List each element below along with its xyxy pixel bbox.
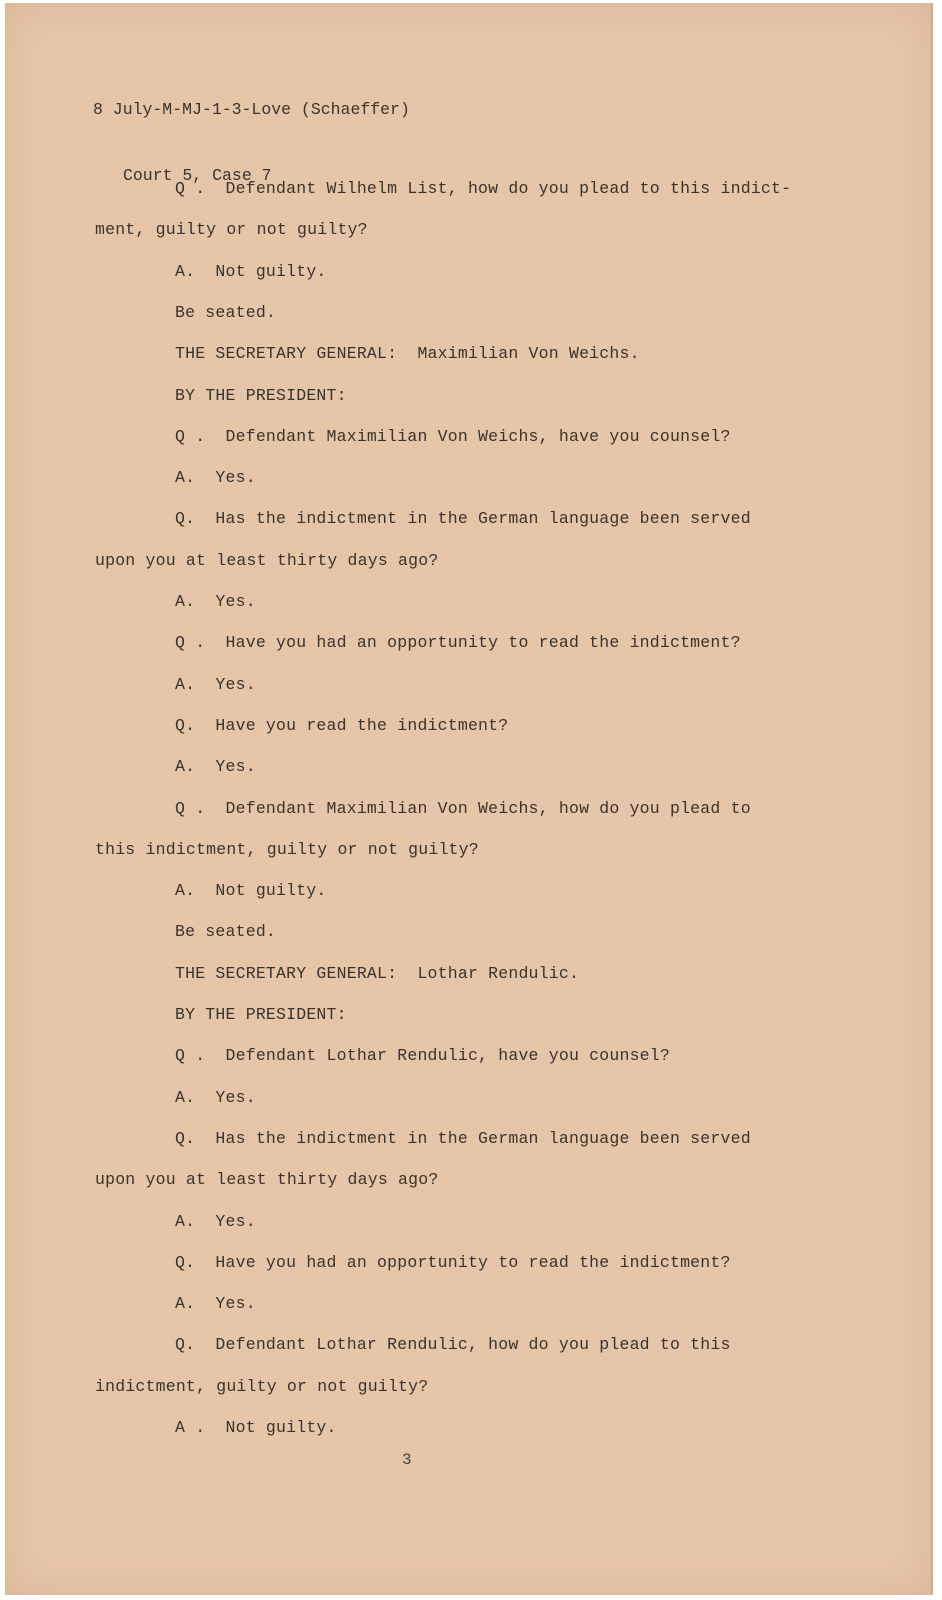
transcript-line: Q. Has the indictment in the German language been served xyxy=(175,509,751,529)
transcript-continuation-line: upon you at least thirty days ago? xyxy=(95,1170,439,1190)
transcript-continuation-line: this indictment, guilty or not guilty? xyxy=(95,839,479,859)
transcript-line: Q . Defendant Maximilian Von Weichs, have you counsel? xyxy=(175,426,731,446)
transcript-line: A. Yes. xyxy=(175,674,256,694)
transcript-line: Be seated. xyxy=(175,922,277,942)
transcript-line: THE SECRETARY GENERAL: Maximilian Von Weichs. xyxy=(175,344,640,364)
transcript-line: Q . Have you had an opportunity to read the indictment? xyxy=(175,633,741,653)
transcript-line: Q . Defendant Wilhelm List, how do you plead to this indict- xyxy=(175,179,792,198)
page-number: 3 xyxy=(402,1451,412,1469)
transcript-line: BY THE PRESIDENT: xyxy=(175,1005,347,1024)
transcript-line: Q. Have you read the indictment? xyxy=(175,715,509,735)
transcript-line: A. Yes. xyxy=(175,1087,256,1107)
transcript-continuation-line: upon you at least thirty days ago? xyxy=(95,550,439,570)
transcript-line: THE SECRETARY GENERAL: Lothar Rendulic. xyxy=(175,963,580,983)
transcript-line: A. Not guilty. xyxy=(175,261,327,281)
transcript-line: A. Yes. xyxy=(175,468,256,488)
header-line-1: 8 July-M-MJ-1-3-Love (Schaeffer) xyxy=(93,100,410,119)
transcript-line: A. Yes. xyxy=(175,757,256,777)
header-line-2: Court 5, Case 7 xyxy=(123,166,272,185)
transcript-line: A. Yes. xyxy=(175,1211,256,1231)
document-header xyxy=(93,55,410,231)
transcript-line: Q . Defendant Maximilian Von Weichs, how do you plead to xyxy=(175,798,751,818)
transcript-continuation-line: indictment, guilty or not guilty? xyxy=(95,1376,429,1396)
transcript-line: Q. Have you had an opportunity to read the indictment? xyxy=(175,1252,731,1272)
transcript-line: Q . Defendant Lothar Rendulic, have you counsel? xyxy=(175,1046,670,1066)
transcript-line: Q. Has the indictment in the German language been served xyxy=(175,1128,751,1148)
transcript-line: A. Not guilty. xyxy=(175,881,327,901)
transcript-line: A . Not guilty. xyxy=(175,1418,337,1437)
transcript-line: A. Yes. xyxy=(175,592,256,611)
transcript-line: Q. Defendant Lothar Rendulic, how do you plead to this xyxy=(175,1335,731,1355)
transcript-line: A. Yes. xyxy=(175,1294,256,1314)
transcript-line: Be seated. xyxy=(175,302,277,322)
transcript-line: BY THE PRESIDENT: xyxy=(175,385,347,405)
transcript-continuation-line: ment, guilty or not guilty? xyxy=(95,220,368,240)
document-page xyxy=(5,3,933,1595)
